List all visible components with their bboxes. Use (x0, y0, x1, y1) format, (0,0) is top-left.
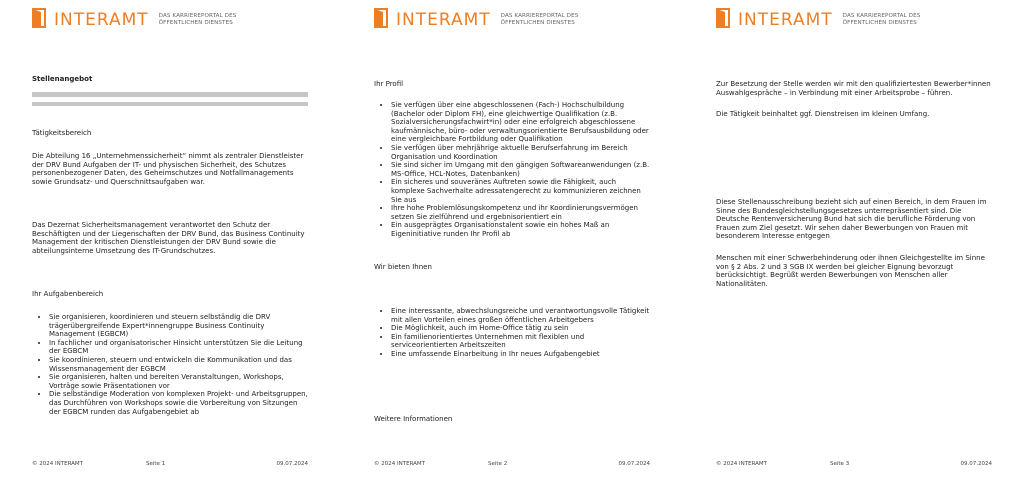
list-item: • Ein ausgeprägtes Organisationstalent sowie ein hohes Maß an Eigeninitiative runden Ihr Profil ab (391, 221, 650, 238)
redaction-bar-2 (32, 102, 308, 107)
footer-date: 09.07.2024 (618, 461, 650, 467)
list-item: • Sie organisieren, koordinieren und steuern selbständig die DRV trägerübergreifende Expert*innengruppe Business Continuity Management (EGBCM) (49, 313, 308, 339)
brand-tagline-line-1: DAS KARRIEREPORTAL DES (158, 13, 237, 19)
list-item: • Ihre hohe Problemlösungskompetenz und ihr Koordinierungsvermögen setzen Sie zielführend und ergebnisorientiert ein (391, 204, 650, 221)
footer-copyright: © 2024 INTERAMT (716, 461, 768, 467)
brand-name: INTERAMT (396, 10, 491, 30)
section-wir-bieten-heading-block (374, 263, 650, 272)
paragraph-block (32, 221, 308, 255)
interamt-logo (716, 8, 920, 30)
door-logo-icon (374, 8, 388, 28)
brand-tagline (159, 13, 237, 27)
brand-name: INTERAMT (738, 10, 833, 30)
document-page-2 (342, 0, 683, 482)
section-heading: Ihr Aufgabenbereich (32, 290, 104, 298)
section-heading: Tätigkeitsbereich (32, 129, 92, 137)
interamt-logo (32, 8, 236, 30)
footer-copyright: © 2024 INTERAMT (32, 461, 84, 467)
interamt-logo (374, 8, 578, 30)
profile-list (374, 101, 650, 239)
footer-page-number: Seite 1 (146, 461, 166, 467)
paragraph-auswahlgespraeche: Zur Besetzung der Stelle werden wir mit den qualifiziertesten Bewerber*innen Auswahlgespräche – in Verbindung mit einer Arbeitsprobe – führen. (716, 80, 991, 97)
section-heading: Wir bieten Ihnen (374, 263, 432, 271)
paragraph-block (716, 80, 992, 97)
list-item: • Ein sicheres und souveränes Auftreten sowie die Fähigkeit, auch komplexe Sachverhalte adressatengerecht zu kommunizieren zeichnen Sie aus (391, 178, 650, 204)
footer-date: 09.07.2024 (276, 461, 308, 467)
brand-tagline (501, 13, 579, 27)
list-item: • In fachlicher und organisatorischer Hinsicht unterstützen Sie die Leitung der EGBCM (49, 339, 308, 356)
brand-tagline-line-1: DAS KARRIEREPORTAL DES (842, 13, 921, 19)
redaction-bar-1 (32, 92, 308, 97)
section-taetigkeitsbereich-heading-block (32, 129, 308, 138)
paragraph-block (716, 254, 992, 288)
paragraph-abteilung: Die Abteilung 16 „Unternehmenssicherheit“ nimmt als zentraler Dienstleister der DRV Bund Aufgaben der IT- und physischen Sicherheit, des Schutzes personenbezogener Daten, des Geheimschutzes und Notfallmanagements sowie Grundsatz- und Querschnittsaufgaben war. (32, 152, 304, 186)
page-title-block (32, 75, 308, 84)
paragraph-schwerbehinderung: Menschen mit einer Schwerbehinderung oder ihnen Gleichgestellte im Sinne von § 2 Abs. 2 und 3 SGB IX werden bei gleicher Eignung bevorzugt berücksichtigt. Begrüßt werden Bewerbungen von Menschen aller Nationalitäten. (716, 254, 985, 288)
section-heading: Weitere Informationen (374, 415, 453, 423)
section-heading: Ihr Profil (374, 80, 404, 88)
paragraph-dienstreisen: Die Tätigkeit beinhaltet ggf. Dienstreisen im kleinen Umfang. (716, 110, 930, 118)
brand-tagline-line-2: ÖFFENTLICHEN DIENSTES (158, 20, 233, 26)
footer-date: 09.07.2024 (960, 461, 992, 467)
list-item: • Sie sind sicher im Umgang mit den gängigen Softwareanwendungen (z.B. MS-Office, HCL-Notes, Datenbanken) (391, 161, 650, 178)
footer-copyright: © 2024 INTERAMT (374, 461, 426, 467)
brand-tagline-line-2: ÖFFENTLICHEN DIENSTES (842, 20, 917, 26)
brand-tagline (843, 13, 921, 27)
list-item: • Die selbständige Moderation von komplexen Projekt- und Arbeitsgruppen, das Durchführen von Workshops sowie die Vorbereitung von Sitzungen der EGBCM runden das Aufgabengebiet ab (49, 390, 308, 416)
offer-list-block (374, 307, 650, 359)
list-item: • Die Möglichkeit, auch im Home-Office tätig zu sein (391, 324, 650, 333)
list-item: • Sie koordinieren, steuern und entwickeln die Kommunikation und das Wissensmanagement der EGBCM (49, 356, 308, 373)
brand-name: INTERAMT (54, 10, 149, 30)
section-profil-heading-block (374, 80, 650, 89)
profile-list-block (374, 101, 650, 239)
document-page-1 (0, 0, 341, 482)
page-title: Stellenangebot (32, 75, 93, 83)
section-aufgabenbereich-heading-block (32, 290, 308, 299)
door-logo-icon (716, 8, 730, 28)
footer-page-number: Seite 3 (830, 461, 850, 467)
list-item: • Sie verfügen über mehrjährige aktuelle Berufserfahrung im Bereich Organisation und Koordination (391, 144, 650, 161)
brand-tagline-line-1: DAS KARRIEREPORTAL DES (500, 13, 579, 19)
list-item: • Eine interessante, abwechslungsreiche und verantwortungsvolle Tätigkeit mit allen Vorteilen eines großen öffentlichen Arbeitgebers (391, 307, 650, 324)
paragraph-block (716, 198, 992, 241)
door-logo-icon (32, 8, 46, 28)
tasks-list-block (32, 313, 308, 416)
section-weitere-informationen-heading-block (374, 415, 650, 424)
paragraph-dezernat: Das Dezernat Sicherheitsmanagement verantwortet den Schutz der Beschäftigten und der Liegenschaften der DRV Bund, das Business Continuity Management der kritischen Dienstleistungen der DRV Bund sowie die abteilungsinterne Umsetzung des IT-Grundschutzes. (32, 221, 305, 255)
list-item: • Ein familienorientiertes Unternehmen mit flexiblen und serviceorientierten Arbeitszeiten (391, 333, 650, 350)
footer-page-number: Seite 2 (488, 461, 508, 467)
list-item: • Sie organisieren, halten und bereiten Veranstaltungen, Workshops, Vorträge sowie Präsentationen vor (49, 373, 308, 390)
paragraph-gleichstellung: Diese Stellenausschreibung bezieht sich auf einen Bereich, in dem Frauen im Sinne des Bundesgleichstellungsgesetzes unterrepräsentiert sind. Die Deutsche Rentenversicherung Bund hat sich die berufliche Förderung von Frauen zum Ziel gesetzt. Wir sehen daher Bewerbungen von Frauen mit besonderem Interesse entgegen (716, 198, 987, 241)
list-item: • Eine umfassende Einarbeitung in Ihr neues Aufgabengebiet (391, 350, 650, 359)
paragraph-block (716, 110, 992, 119)
brand-tagline-line-2: ÖFFENTLICHEN DIENSTES (500, 20, 575, 26)
list-item: • Sie verfügen über eine abgeschlossenen (Fach-) Hochschulbildung (Bachelor oder Diplom FH), eine gleichwertige Qualifikation (z.B. Sozialversicherungsfachwirt*in) oder eine erfolgreich abgeschlossene kaufmännische, büro- oder verwaltungsorientierte Berufsausbildung oder eine vergleichbare Fortbildung oder Qualifikation (391, 101, 650, 144)
offer-list (374, 307, 650, 359)
paragraph-block (32, 152, 308, 186)
title-redaction-bars (32, 92, 308, 106)
tasks-list (32, 313, 308, 416)
document-page-3 (684, 0, 1024, 482)
